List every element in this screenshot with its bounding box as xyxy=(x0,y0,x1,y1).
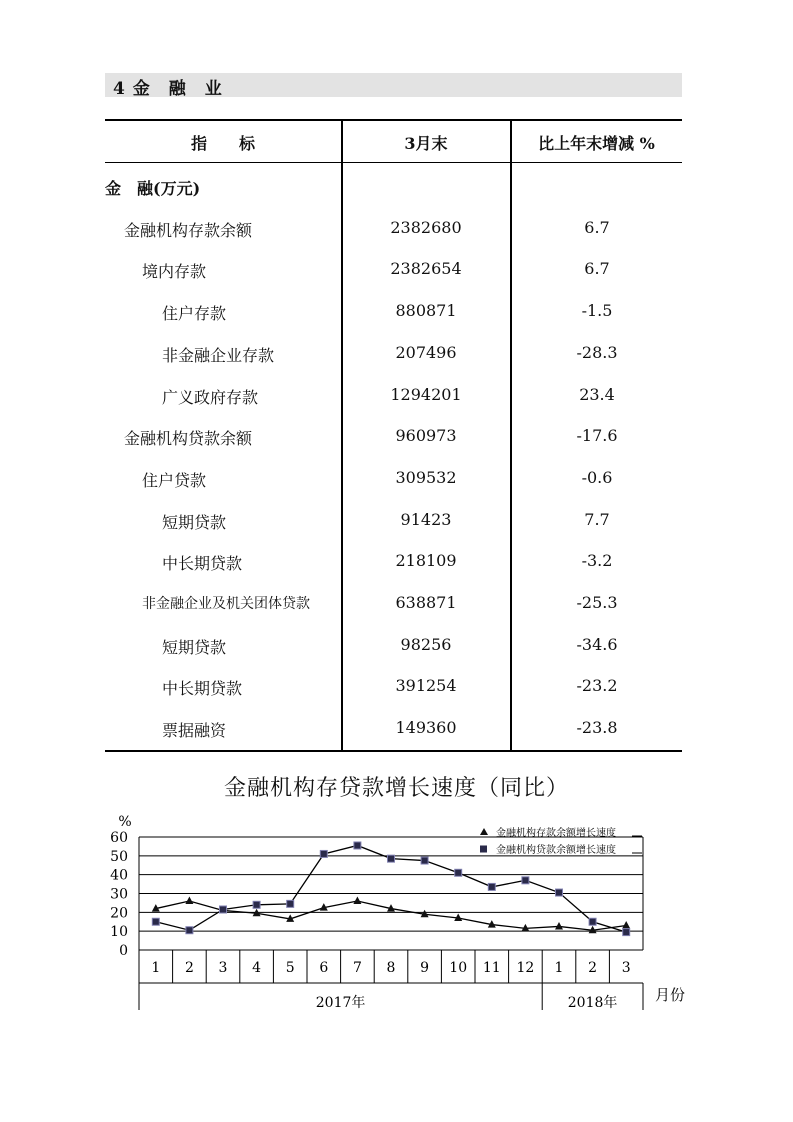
year-label: 2018年 xyxy=(567,995,618,1011)
y-tick-label: 10 xyxy=(110,924,128,941)
row-label: 住户存款 xyxy=(162,304,227,324)
y-tick-label: 20 xyxy=(110,905,128,922)
x-tick-label: 10 xyxy=(449,960,468,976)
row-value: 207496 xyxy=(395,342,457,362)
x-tick-label: 11 xyxy=(482,960,501,976)
table-top-rule xyxy=(105,119,682,121)
row-value: 309532 xyxy=(395,467,457,487)
x-axis-label: 月份 xyxy=(655,986,686,1004)
row-value: 149360 xyxy=(395,718,457,738)
row-change: -1.5 xyxy=(581,301,613,321)
loan-point xyxy=(421,857,428,864)
loan-point xyxy=(589,918,596,925)
table-bottom-rule xyxy=(105,750,682,752)
loan-point xyxy=(287,900,294,907)
row-change: -3.2 xyxy=(581,551,613,571)
row-value: 91423 xyxy=(400,509,452,529)
growth-chart xyxy=(0,800,793,1020)
header-indicator: 指 标 xyxy=(190,134,255,153)
row-change: -0.6 xyxy=(581,467,613,487)
row-label: 中长期贷款 xyxy=(162,554,243,574)
row-change: -23.2 xyxy=(576,676,618,696)
y-axis-label: % xyxy=(118,814,132,830)
y-tick-label: 30 xyxy=(110,886,128,903)
row-value: 218109 xyxy=(395,551,457,571)
loan-point xyxy=(488,883,495,890)
row-label: 短期贷款 xyxy=(162,512,227,532)
x-tick-label: 8 xyxy=(386,960,396,976)
row-value: 98256 xyxy=(400,634,452,654)
legend-label: 金融机构存款余额增长速度 xyxy=(496,828,616,839)
row-label: 金融机构贷款余额 xyxy=(124,429,253,449)
row-label: 票据融资 xyxy=(162,721,227,741)
x-tick-label: 9 xyxy=(420,960,430,976)
legend-deposit-marker xyxy=(480,828,488,835)
loan-point xyxy=(253,901,260,908)
header-march-end: 3月末 xyxy=(404,134,448,153)
row-label: 金融机构存款余额 xyxy=(124,220,253,240)
chart-title: 金融机构存贷款增长速度（同比） xyxy=(223,776,569,801)
y-tick-label: 50 xyxy=(110,848,128,865)
row-change: -23.8 xyxy=(576,718,618,738)
row-change: 7.7 xyxy=(584,509,610,529)
x-tick-label: 1 xyxy=(554,960,564,976)
row-change: -34.6 xyxy=(576,634,618,654)
x-tick-label: 2 xyxy=(588,960,598,976)
x-tick-label: 7 xyxy=(352,960,362,976)
y-tick-label: 40 xyxy=(110,867,128,884)
row-value: 2382654 xyxy=(390,259,462,279)
legend-loan-marker xyxy=(480,846,487,853)
x-tick-label: 6 xyxy=(319,960,329,976)
row-change: 6.7 xyxy=(584,259,610,279)
row-label: 非金融企业存款 xyxy=(162,345,275,365)
row-label: 境内存款 xyxy=(142,262,207,282)
loan-point xyxy=(186,927,193,934)
legend-label: 金融机构贷款余额增长速度 xyxy=(496,845,616,856)
x-tick-label: 3 xyxy=(621,960,631,976)
row-change: 23.4 xyxy=(579,384,615,404)
loan-point xyxy=(455,869,462,876)
row-change: 6.7 xyxy=(584,217,610,237)
section-title: 4 金 融 业 xyxy=(113,79,223,99)
x-tick-label: 5 xyxy=(285,960,295,976)
deposit-point xyxy=(622,921,630,929)
loan-point xyxy=(623,929,630,936)
row-value: 391254 xyxy=(395,676,457,696)
row-label: 短期贷款 xyxy=(162,637,227,657)
row-value: 1294201 xyxy=(390,384,462,404)
row-label: 金 融(万元) xyxy=(105,179,201,198)
table-header-rule xyxy=(105,162,682,163)
y-tick-label: 60 xyxy=(110,830,128,846)
x-tick-label: 4 xyxy=(252,960,262,976)
row-change: -28.3 xyxy=(576,342,618,362)
deposit-point xyxy=(353,897,361,905)
header-change: 比上年末增减 % xyxy=(538,134,655,153)
row-change: -25.3 xyxy=(576,593,618,612)
loan-point xyxy=(556,889,563,896)
x-tick-label: 3 xyxy=(218,960,228,976)
deposit-point xyxy=(185,897,193,905)
loan-point xyxy=(152,918,159,925)
loan-point xyxy=(354,842,361,849)
section-header xyxy=(105,73,682,97)
row-label: 非金融企业及机关团体贷款 xyxy=(142,596,310,612)
loan-point xyxy=(320,850,327,857)
deposit-point xyxy=(555,922,563,930)
row-value: 638871 xyxy=(395,593,457,612)
year-label: 2017年 xyxy=(315,995,366,1011)
loan-point xyxy=(522,877,529,884)
row-value: 880871 xyxy=(395,301,457,321)
row-label: 住户贷款 xyxy=(142,470,207,490)
loan-point xyxy=(220,906,227,913)
x-tick-label: 2 xyxy=(184,960,194,976)
x-tick-label: 12 xyxy=(516,960,535,976)
row-label: 广义政府存款 xyxy=(162,387,259,407)
row-label: 中长期贷款 xyxy=(162,679,243,699)
row-value: 960973 xyxy=(395,426,457,446)
y-tick-label: 0 xyxy=(119,943,128,959)
row-value: 2382680 xyxy=(390,217,462,237)
x-tick-label: 1 xyxy=(151,960,161,976)
row-change: -17.6 xyxy=(576,426,618,446)
loan-point xyxy=(388,855,395,862)
